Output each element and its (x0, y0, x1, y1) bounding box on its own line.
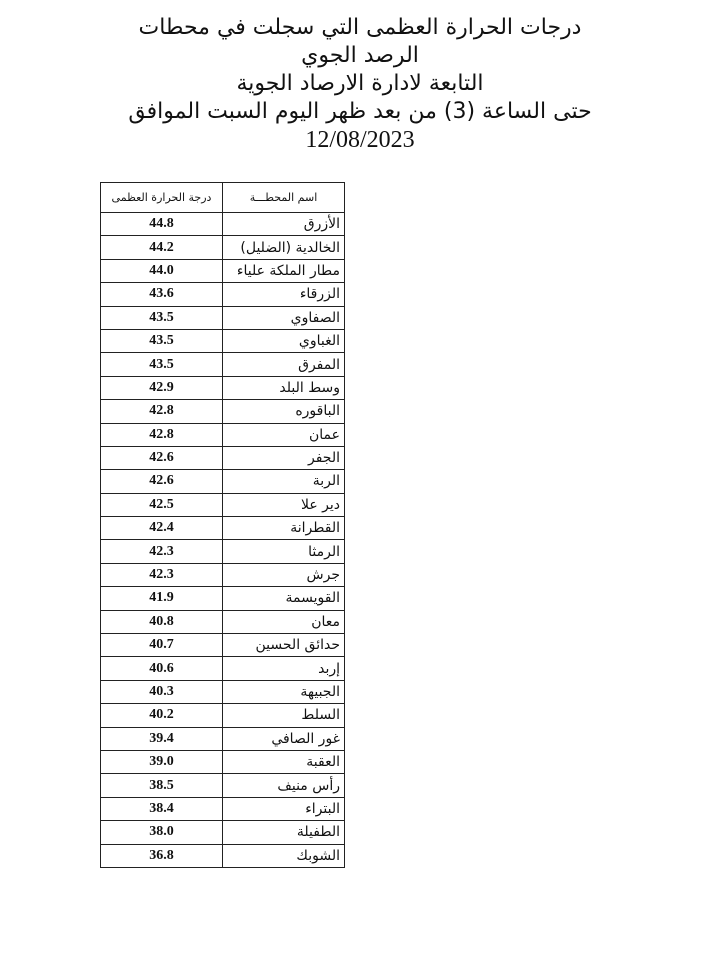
column-header-station: اسم المحطـــة (223, 183, 345, 213)
header-date: 12/08/2023 (305, 127, 415, 153)
station-name: الجفر (223, 446, 345, 469)
max-temperature: 40.3 (101, 680, 223, 703)
max-temperature: 42.3 (101, 563, 223, 586)
header-line-1: درجات الحرارة العظمى التي سجلت في محطات (138, 15, 582, 40)
table-row (101, 236, 345, 259)
table-row (101, 821, 345, 844)
max-temperature: 40.7 (101, 634, 223, 657)
station-name: الشوبك (223, 844, 345, 867)
station-name: عمان (223, 423, 345, 446)
table-row (101, 329, 345, 352)
station-name: غور الصافي (223, 727, 345, 750)
table-row (101, 563, 345, 586)
table-row (101, 774, 345, 797)
table-row (101, 610, 345, 633)
station-name: المفرق (223, 353, 345, 376)
table-row (101, 213, 345, 236)
table-row (101, 727, 345, 750)
max-temperature: 39.0 (101, 750, 223, 773)
max-temperature: 43.5 (101, 353, 223, 376)
table-row (101, 306, 345, 329)
station-name: الصفاوي (223, 306, 345, 329)
max-temperature: 40.8 (101, 610, 223, 633)
station-name: معان (223, 610, 345, 633)
table-row (101, 680, 345, 703)
max-temperature: 41.9 (101, 587, 223, 610)
table-row (101, 493, 345, 516)
max-temperature: 42.9 (101, 376, 223, 399)
max-temperature: 44.2 (101, 236, 223, 259)
max-temperature: 42.6 (101, 470, 223, 493)
table-row (101, 283, 345, 306)
table-row (101, 657, 345, 680)
max-temperature: 38.4 (101, 797, 223, 820)
table-row (101, 750, 345, 773)
table-row (101, 259, 345, 282)
station-name: رأس منيف (223, 774, 345, 797)
max-temperature: 40.2 (101, 704, 223, 727)
max-temperature: 38.5 (101, 774, 223, 797)
table-row (101, 400, 345, 423)
max-temperature: 42.4 (101, 517, 223, 540)
column-header-temp: درجة الحرارة العظمى (101, 183, 223, 213)
station-name: السلط (223, 704, 345, 727)
table-row (101, 704, 345, 727)
table-row (101, 634, 345, 657)
max-temperature: 44.0 (101, 259, 223, 282)
document-header (100, 14, 620, 154)
station-name: الربة (223, 470, 345, 493)
max-temperature: 38.0 (101, 821, 223, 844)
station-name: دير علا (223, 493, 345, 516)
station-name: الزرقاء (223, 283, 345, 306)
table-row (101, 423, 345, 446)
table-row (101, 470, 345, 493)
station-name: العقبة (223, 750, 345, 773)
header-line-4: حتى الساعة (3) من بعد ظهر اليوم السبت الموافق (128, 99, 592, 124)
max-temperature: 42.8 (101, 400, 223, 423)
max-temperature: 42.3 (101, 540, 223, 563)
station-name: البتراء (223, 797, 345, 820)
station-name: مطار الملكة علياء (223, 259, 345, 282)
station-name: الأزرق (223, 213, 345, 236)
max-temperature: 42.5 (101, 493, 223, 516)
max-temperature: 40.6 (101, 657, 223, 680)
table-row (101, 797, 345, 820)
station-name: الباقوره (223, 400, 345, 423)
max-temperature: 39.4 (101, 727, 223, 750)
max-temperature: 43.6 (101, 283, 223, 306)
station-name: الجبيهة (223, 680, 345, 703)
table-row (101, 376, 345, 399)
table-row (101, 353, 345, 376)
max-temperature: 43.5 (101, 306, 223, 329)
station-name: القويسمة (223, 587, 345, 610)
station-name: حدائق الحسين (223, 634, 345, 657)
table-header-row (101, 183, 345, 213)
station-name: الطفيلة (223, 821, 345, 844)
station-name: الغباوي (223, 329, 345, 352)
table-row (101, 517, 345, 540)
max-temperature: 42.8 (101, 423, 223, 446)
table-row (101, 587, 345, 610)
max-temperature: 36.8 (101, 844, 223, 867)
table-row (101, 540, 345, 563)
station-name: وسط البلد (223, 376, 345, 399)
station-name: الرمثا (223, 540, 345, 563)
max-temperature: 42.6 (101, 446, 223, 469)
table-row (101, 844, 345, 867)
station-name: جرش (223, 563, 345, 586)
station-name: القطرانة (223, 517, 345, 540)
temperature-table (100, 182, 345, 868)
station-name: إربد (223, 657, 345, 680)
header-line-2: الرصد الجوي (301, 43, 419, 68)
header-line-3: التابعة لادارة الارصاد الجوية (236, 71, 484, 96)
max-temperature: 43.5 (101, 329, 223, 352)
max-temperature: 44.8 (101, 213, 223, 236)
table-row (101, 446, 345, 469)
station-name: الخالدية (الضليل) (223, 236, 345, 259)
